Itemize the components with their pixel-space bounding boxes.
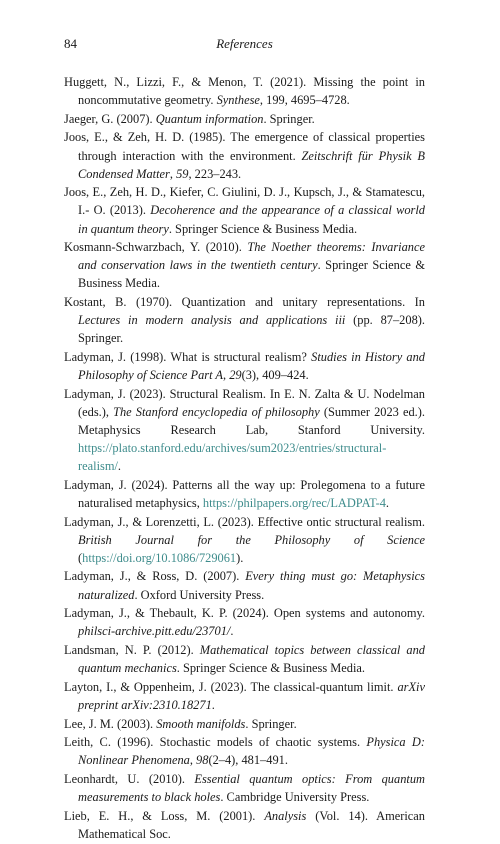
reference-text: Ladyman, J., & Thebault, K. P. (2024). Open systems and autonomy. [64,606,425,621]
reference-italic-text: Essential quantum optics: From quantum measurements to black holes [78,772,425,805]
reference-text: , 223–243. [188,166,242,181]
reference-text: , [169,166,177,181]
reference-text: ). [236,550,244,565]
reference-text: Ladyman, J., & Lorenzetti, L. (2023). Effective ontic structural realism. [64,514,425,529]
reference-entry [64,715,425,733]
reference-italic-text: Decoherence and the appearance of a classical world in quantum theory [78,203,425,236]
reference-italic-text: British Journal for the Philosophy of Science [78,532,425,547]
reference-text: . Springer Science & Business Media. [176,661,366,676]
reference-entry [64,128,425,182]
reference-text: Landsman, N. P. (2012). [64,643,200,658]
reference-italic-text: Lectures in modern analysis and applications iii [78,313,346,328]
reference-text: (3), 409–424. [241,368,309,383]
reference-text: Leith, C. (1996). Stochastic models of chaotic systems. [64,735,367,750]
reference-text: (Vol. 14). American Mathematical Soc. [78,808,426,841]
reference-italic-text: Studies in History and Philosophy of Science Part A [78,349,425,383]
reference-italic-text: Every thing must go: Metaphysics naturalized [78,569,425,602]
reference-entry [64,348,425,384]
reference-text: , [189,753,197,768]
reference-entry [64,641,425,677]
reference-text: Kosmann-Schwarzbach, Y. (2010). [64,240,248,255]
reference-text: Joos, E., Zeh, H. D., Kiefer, C. Giulini, D. J., Kupsch, J., & Stamatescu, I.- O. (2013). [64,185,425,218]
reference-text: (2–4), 481–491. [208,753,288,768]
reference-text: . Springer. [245,716,297,731]
reference-entry [64,293,425,347]
reference-text: Kostant, B. (1970). Quantization and unitary representations. In [64,295,425,310]
reference-italic-text: Synthese [216,93,260,108]
reference-text: Ladyman, J. (2024). Patterns all the way up: Prolegomena to a future naturalised metaphysics, [64,477,425,510]
reference-entry [64,183,425,237]
reference-text: . Springer Science & Business Media. [78,258,425,291]
reference-text: ( [78,550,83,565]
reference-italic-text: Analysis [264,808,307,823]
reference-url-link[interactable]: https://philpapers.org/rec/LADPAT-4 [202,495,386,510]
reference-text: Leonhardt, U. (2010). [64,772,195,787]
reference-italic-text: arXiv preprint arXiv:2310.18271 [78,679,425,712]
reference-italic-text: Zeitschrift für Physik B Condensed Matter [78,148,425,181]
reference-italic-text: Quantum information [155,111,264,126]
reference-italic-text: 59 [176,166,189,181]
reference-text: Huggett, N., Lizzi, F., & Menon, T. (2021). Missing the point in noncommutative geometry. [64,75,425,108]
reference-italic-text: Physica D: Nonlinear Phenomena [78,735,425,768]
reference-text: Ladyman, J. (2023). Structural Realism. In E. N. Zalta & U. Nodelman (eds.), [64,386,425,419]
reference-text: . [117,459,122,474]
reference-text: . [385,495,389,510]
reference-text: Lee, J. M. (2003). [64,716,157,731]
reference-entry [64,567,425,603]
reference-entry [64,733,425,769]
reference-entry [64,73,425,109]
reference-entry [64,110,425,128]
reference-text: (pp. 87–208). Springer. [78,313,425,346]
reference-text: . [230,624,234,639]
reference-text: . Springer Science & Business Media. [168,221,358,236]
reference-text: , 199, 4695–4728. [259,93,350,108]
reference-text: . Oxford University Press. [134,587,265,602]
reference-entry [64,385,425,475]
reference-entry [64,513,425,567]
reference-url-link[interactable]: https://doi.org/10.1086/729061 [82,550,237,565]
reference-url-link[interactable]: https://plato.stanford.edu/archives/sum2023/entries/structural-realism/ [78,441,387,474]
reference-italic-text: philsci-archive.pitt.edu/23701/ [78,624,231,639]
reference-italic-text: The Noether theorems: Invariance and conservation laws in the twentieth century [78,240,425,273]
page-header [64,36,425,54]
reference-italic-text: 29 [229,368,242,383]
reference-entry [64,678,425,714]
reference-text: . Springer. [263,111,315,126]
reference-text: Jaeger, G. (2007). [64,111,156,126]
reference-text: . Cambridge University Press. [220,790,370,805]
reference-text: (Summer 2023 ed.). Metaphysics Research Lab, Stanford University. [78,404,426,437]
running-head: References [216,36,273,51]
page-number: 84 [64,36,77,51]
reference-entry [64,807,425,843]
reference-text: Ladyman, J. (1998). What is structural realism? [64,349,312,364]
reference-list [64,73,425,844]
reference-text: Lieb, E. H., & Loss, M. (2001). [64,808,265,823]
reference-italic-text: 98 [196,753,209,768]
reference-text: Joos, E., & Zeh, H. D. (1985). The emergence of classical properties through interaction with the environment. [64,130,425,163]
reference-entry [64,770,425,806]
reference-text: Ladyman, J., & Ross, D. (2007). [64,569,246,584]
reference-text: . [211,697,215,712]
reference-italic-text: Mathematical topics between classical and quantum mechanics [78,643,425,676]
reference-entry [64,476,425,512]
reference-entry [64,238,425,292]
reference-text: Layton, I., & Oppenheim, J. (2023). The classical-quantum limit. [64,679,398,694]
reference-italic-text: Smooth manifolds [156,716,246,731]
reference-italic-text: The Stanford encyclopedia of philosophy [113,404,320,419]
reference-entry [64,604,425,640]
reference-text: , [223,368,230,383]
